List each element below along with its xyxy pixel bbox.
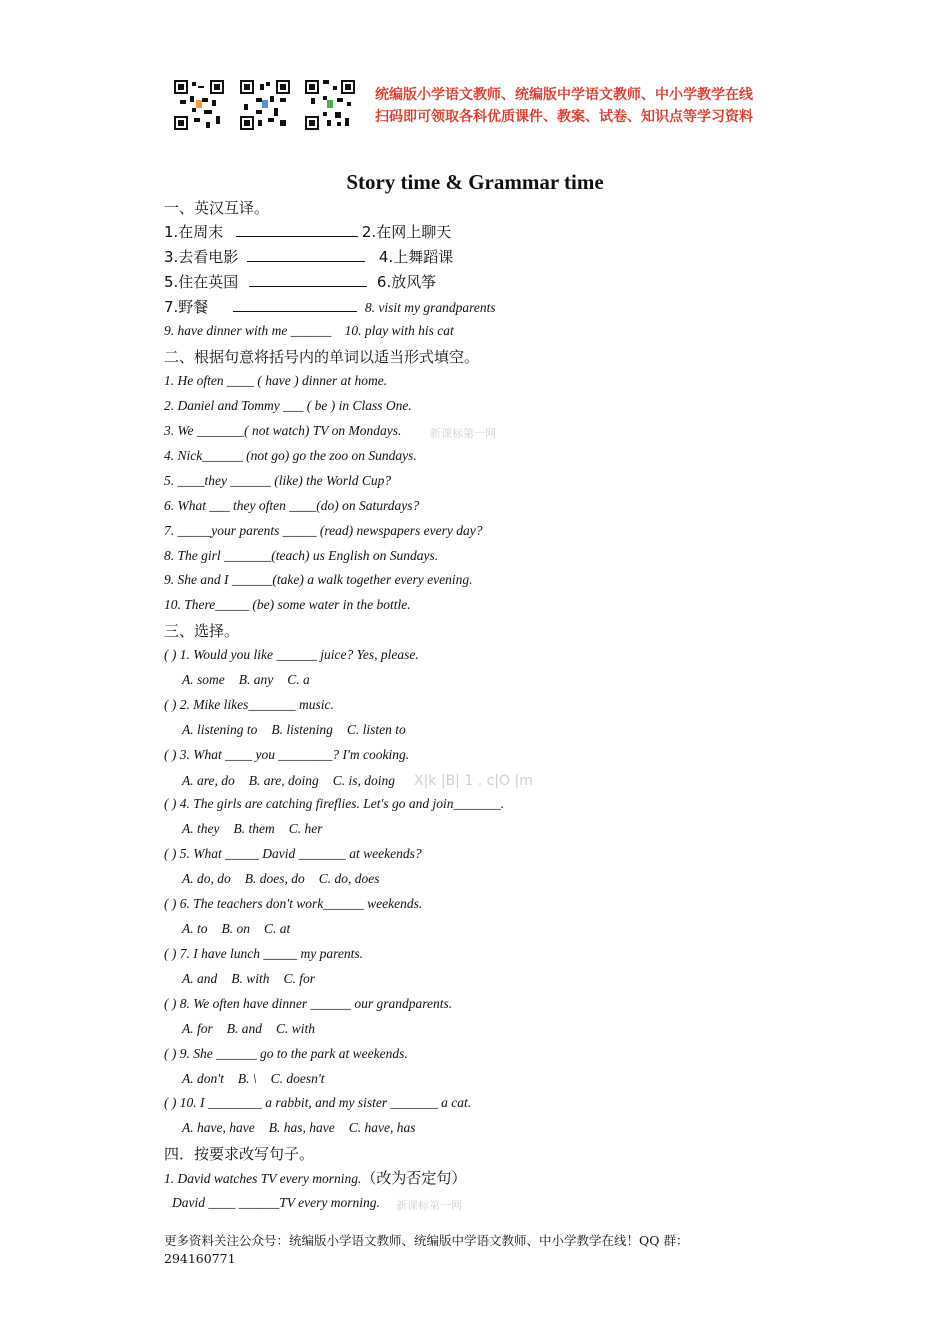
answer-blank[interactable] <box>249 274 367 287</box>
s2-item: 4. Nick______ (not go) go the zoo on Sundays. <box>164 448 417 463</box>
s1-row-4 <box>164 297 496 318</box>
mc-options <box>182 720 420 740</box>
watermark: X|k |B| 1 . c|O |m <box>414 773 533 789</box>
mc-options <box>182 969 329 989</box>
mc-option-b[interactable]: B. are, doing <box>248 773 319 788</box>
s1-row-3 <box>164 272 436 293</box>
mc-question: ( ) 8. We often have dinner ______ our grandparents. <box>164 996 453 1011</box>
mc-option-c[interactable]: C. doesn't <box>270 1071 325 1086</box>
mc-option-c[interactable]: C. with <box>276 1021 316 1036</box>
mc-question: ( ) 2. Mike likes_______ music. <box>164 697 334 712</box>
mc-question: ( ) 6. The teachers don't work______ weekends. <box>164 896 423 911</box>
mc-option-a[interactable]: A. to <box>182 921 208 936</box>
mc-option-b[interactable]: B. and <box>226 1021 263 1036</box>
mc-option-b[interactable]: B. any <box>238 672 274 687</box>
mc-option-c[interactable]: C. her <box>288 821 323 836</box>
s2-item: 2. Daniel and Tommy ___ ( be ) in Class One. <box>164 398 412 413</box>
s1-item-10: 10. play with his cat <box>344 323 454 338</box>
mc-question: ( ) 1. Would you like ______ juice? Yes, please. <box>164 647 419 662</box>
section-1-heading: 一、英汉互译。 <box>164 199 270 217</box>
mc-option-c[interactable]: C. is, doing <box>332 773 396 788</box>
mc-question: ( ) 4. The girls are catching fireflies. Let's go and join_______. <box>164 796 505 811</box>
mc-option-b[interactable]: B. on <box>221 921 250 936</box>
watermark: 新课标第一网 <box>396 1199 462 1212</box>
section-3-heading: 三、选择。 <box>164 622 240 640</box>
banner-line-2: 扫码即可领取各科优质课件、教案、试卷、知识点等学习资料 <box>375 109 753 125</box>
mc-option-b[interactable]: B. \ <box>237 1071 257 1086</box>
s2-item: 7. _____your parents _____ (read) newspapers every day? <box>164 523 483 538</box>
s1-item-3: 3.去看电影 <box>164 248 239 266</box>
mc-option-a[interactable]: A. don't <box>182 1071 224 1086</box>
mc-option-a[interactable]: A. do, do <box>182 871 231 886</box>
footer-line-1: 更多资料关注公众号：统编版小学语文教师、统编版中学语文教师、中小学教学在线！QQ 群： <box>164 1233 689 1248</box>
mc-option-b[interactable]: B. has, have <box>268 1120 335 1135</box>
mc-option-c[interactable]: C. at <box>264 921 291 936</box>
mc-question: ( ) 10. I ________ a rabbit, and my sister _______ a cat. <box>164 1095 472 1110</box>
footer-line-2: 294160771 <box>164 1251 236 1266</box>
answer-blank[interactable] <box>233 299 357 312</box>
s1-row-2 <box>164 247 453 268</box>
s1-row-1 <box>164 222 451 243</box>
qr-code-icon <box>305 80 355 130</box>
mc-option-c[interactable]: C. a <box>287 672 310 687</box>
mc-option-b[interactable]: B. them <box>233 821 275 836</box>
s1-item-1: 1.在周末 <box>164 223 224 241</box>
s1-row-5 <box>164 321 454 341</box>
mc-question: ( ) 7. I have lunch _____ my parents. <box>164 946 363 961</box>
s1-item-5: 5.住在英国 <box>164 273 239 291</box>
mc-option-b[interactable]: B. does, do <box>244 871 305 886</box>
page-title: Story time & Grammar time <box>346 170 604 194</box>
mc-options <box>182 919 304 939</box>
qr-code-icon <box>174 80 224 130</box>
s2-item: 3. We _______( not watch) TV on Mondays. <box>164 423 402 438</box>
mc-option-a[interactable]: A. listening to <box>182 722 258 737</box>
mc-option-a[interactable]: A. are, do <box>182 773 235 788</box>
mc-options <box>182 1069 339 1089</box>
page-footer <box>164 1232 784 1268</box>
s1-item-7: 7.野餐 <box>164 298 209 316</box>
qr-code-icon <box>240 80 290 130</box>
s1-item-8: 8. visit my grandparents <box>364 300 496 315</box>
mc-option-c[interactable]: C. have, has <box>348 1120 416 1135</box>
s2-item: 5. ____they ______ (like) the World Cup? <box>164 473 392 488</box>
s2-item: 6. What ___ they often ____(do) on Saturdays? <box>164 498 420 513</box>
s4-item-1-note: （改为否定句） <box>361 1169 467 1187</box>
mc-question: ( ) 5. What _____ David _______ at weekends? <box>164 846 422 861</box>
mc-option-a[interactable]: A. and <box>182 971 218 986</box>
mc-options <box>182 1118 429 1138</box>
answer-blank[interactable] <box>247 249 365 262</box>
s2-item: 8. The girl _______(teach) us English on Sundays. <box>164 548 439 563</box>
mc-option-a[interactable]: A. for <box>182 1021 213 1036</box>
section-4-heading: 四．按要求改写句子。 <box>164 1145 315 1163</box>
mc-option-a[interactable]: A. they <box>182 821 220 836</box>
mc-options <box>182 670 324 690</box>
s2-item: 10. There_____ (be) some water in the bottle. <box>164 597 411 612</box>
mc-option-b[interactable]: B. with <box>231 971 270 986</box>
s4-item-1-text: 1. David watches TV every morning. <box>164 1171 362 1186</box>
mc-option-c[interactable]: C. listen to <box>346 722 406 737</box>
mc-options <box>182 819 336 839</box>
mc-option-a[interactable]: A. some <box>182 672 225 687</box>
s2-item: 9. She and I ______(take) a walk together every evening. <box>164 572 473 587</box>
mc-question: ( ) 9. She ______ go to the park at weekends. <box>164 1046 408 1061</box>
watermark: 新课标第一网 <box>430 427 496 440</box>
mc-option-c[interactable]: C. do, does <box>318 871 380 886</box>
mc-option-a[interactable]: A. have, have <box>182 1120 255 1135</box>
section-2-heading: 二、根据句意将括号内的单词以适当形式填空。 <box>164 348 480 366</box>
mc-options <box>182 771 409 791</box>
answer-blank[interactable] <box>236 224 358 237</box>
promo-banner <box>375 84 753 128</box>
s4-item-1 <box>164 1168 466 1189</box>
mc-option-c[interactable]: C. for <box>283 971 316 986</box>
mc-options <box>182 869 394 889</box>
banner-line-1: 统编版小学语文教师、统编版中学语文教师、中小学教学在线 <box>375 87 753 103</box>
mc-question: ( ) 3. What ____ you ________? I'm cooking. <box>164 747 410 762</box>
s1-item-6: 6.放风筝 <box>376 273 437 291</box>
mc-option-b[interactable]: B. listening <box>271 722 333 737</box>
mc-options <box>182 1019 329 1039</box>
s1-item-9: 9. have dinner with me ______ <box>164 323 332 338</box>
promo-header <box>174 80 794 136</box>
s1-item-4: 4.上舞蹈课 <box>378 248 454 266</box>
s2-item: 1. He often ____ ( have ) dinner at home. <box>164 373 388 388</box>
s4-item-1-answer: David ____ ______TV every morning. <box>172 1195 380 1210</box>
s1-item-2: 2.在网上聊天 <box>361 223 452 241</box>
